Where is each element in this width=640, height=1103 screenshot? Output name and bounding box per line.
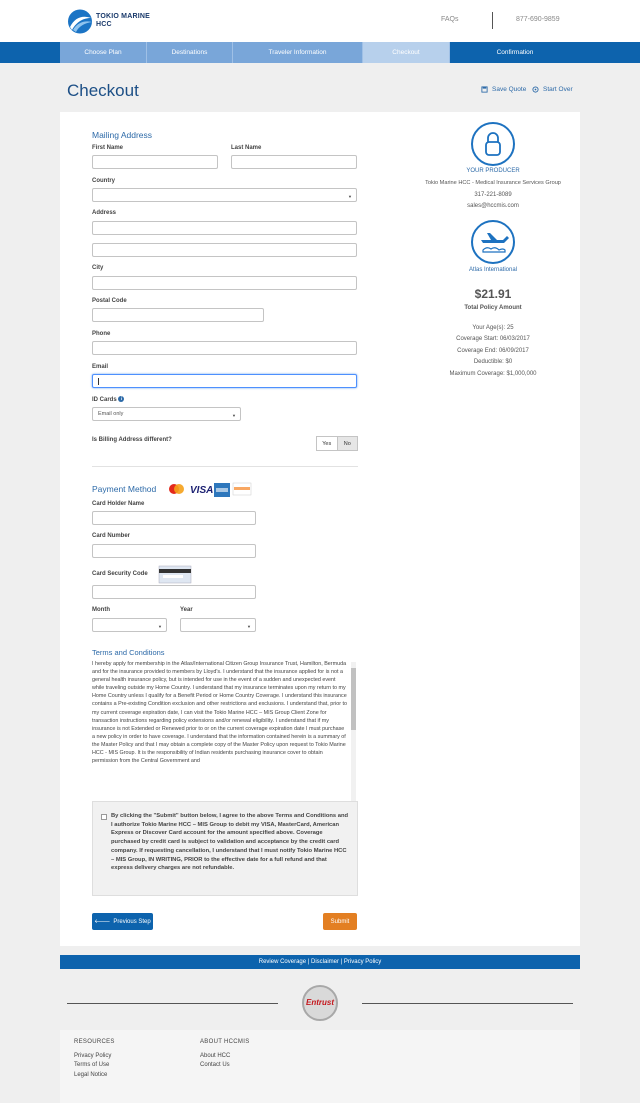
amex-icon [214, 483, 230, 497]
country-label: Country [92, 178, 115, 184]
postal-code-field[interactable] [92, 308, 264, 322]
card-number-label: Card Number [92, 533, 131, 539]
visa-icon [189, 483, 214, 496]
agree-checkbox[interactable] [101, 814, 107, 820]
chevron-down-icon: ▼ [158, 624, 162, 629]
billing-yes-option[interactable]: Yes [322, 440, 332, 447]
phone-label: Phone [92, 331, 111, 337]
arrow-left-icon: 🡐 [94, 919, 111, 925]
your-producer-heading: YOUR PRODUCER [466, 168, 520, 174]
last-name-field[interactable] [231, 155, 357, 169]
step-destinations[interactable]: Destinations [147, 42, 233, 63]
section-divider [92, 466, 358, 467]
seal-text: Entrust [306, 998, 334, 1007]
year-select[interactable] [180, 618, 256, 632]
footer-legal-notice[interactable]: Legal Notice [74, 1072, 108, 1078]
id-cards-label-text: ID Cards [92, 397, 117, 403]
producer-email[interactable]: sales@hccmis.com [467, 203, 519, 209]
total-amount-label: Total Policy Amount [464, 305, 522, 311]
footer-contact-us[interactable]: Contact Us [200, 1062, 230, 1068]
resources-heading: RESOURCES [74, 1039, 115, 1045]
previous-step-label: Previous Step [113, 918, 151, 925]
terms-text: I hereby apply for membership in the Atlas/International Citizen Group Insurance Trust, Hamilton, Bermuda and for the insurance provided to members by Lloyd's. I understand that the insurance applied for is not a general health insurance policy, but is intended for use in the event of a sudden and unexpected event while traveling outside my Home Country. I understand that my insurance terminates upon my return to my Home Country unless I qualify for a Benefit Period or Home Country Coverage. I understand this insurance contains a Pre-existing Condition exclusion and other restrictions and exclusions. I understand that, prior to my current coverage expiration date, I can visit the Tokio Marine HCC – MIS Group Client Zone for transaction instructions regarding policy extensions and/or renewal eligibility. I understand that if my insurance is not Extended or Renewed prior to or on the current coverage expiration date I must purchase a new policy in order to have coverage. I understand that the information contained herein is a summary of the Master Policy and that I may obtain a complete copy of the Master Policy upon request to Tokio Marine HCC - MIS Group. It is the responsibility of Indian residents purchasing insurance cover to obtain permission from the Central Government and [92, 661, 347, 765]
text-cursor [98, 378, 99, 385]
email-label: Email [92, 364, 109, 370]
brand-name [96, 13, 150, 29]
entrust-seal[interactable] [302, 985, 338, 1021]
security-code-field[interactable] [92, 585, 256, 599]
footer-resources [60, 1030, 580, 1103]
save-quote-button[interactable] [481, 86, 526, 93]
header-divider [492, 12, 493, 29]
terms-scrollbar-thumb[interactable] [351, 668, 356, 730]
step-checkout[interactable]: Checkout [363, 42, 450, 63]
address-label: Address [92, 210, 117, 216]
start-over-button[interactable] [532, 86, 573, 93]
month-label: Month [92, 607, 110, 613]
previous-step-button[interactable] [92, 913, 153, 930]
progress-nav [0, 42, 640, 63]
submit-button[interactable]: Submit [323, 913, 357, 930]
footer-line-left [67, 1003, 278, 1004]
card-holder-label: Card Holder Name [92, 501, 145, 507]
year-label: Year [180, 607, 193, 613]
country-select[interactable] [92, 188, 357, 202]
airplane-icon [473, 222, 513, 262]
plan-icon-circle [471, 220, 515, 264]
producer-icon-circle [471, 122, 515, 166]
email-field[interactable] [92, 374, 357, 388]
chevron-down-icon: ▼ [247, 624, 251, 629]
postal-code-label: Postal Code [92, 298, 127, 304]
mailing-address-heading: Mailing Address [92, 130, 153, 140]
billing-toggle[interactable] [316, 436, 358, 451]
last-name-label: Last Name [231, 145, 262, 151]
id-cards-label [92, 396, 124, 403]
footer-terms-of-use[interactable]: Terms of Use [74, 1062, 110, 1068]
footer-links-bar[interactable]: Review Coverage | Disclaimer | Privacy Policy [60, 955, 580, 969]
plan-name: Atlas International [468, 267, 518, 273]
maximum-coverage: Maximum Coverage: $1,000,000 [449, 371, 537, 377]
about-heading: ABOUT HCCMIS [200, 1039, 250, 1045]
address-line1-field[interactable] [92, 221, 357, 235]
restart-icon [532, 86, 539, 93]
brand-line1: TOKIO MARINE [96, 13, 150, 20]
footer-line-right [362, 1003, 573, 1004]
id-cards-value: Email only [98, 411, 124, 417]
your-ages: Your Age(s): 25 [472, 325, 514, 331]
address-line2-field[interactable] [92, 243, 357, 257]
start-over-label: Start Over [543, 86, 573, 93]
agreement-box [92, 801, 358, 896]
step-choose-plan[interactable]: Choose Plan [60, 42, 147, 63]
discover-icon [233, 483, 251, 495]
terms-heading: Terms and Conditions [92, 648, 165, 657]
id-cards-select[interactable] [92, 407, 241, 421]
first-name-field[interactable] [92, 155, 218, 169]
card-number-field[interactable] [92, 544, 256, 558]
month-select[interactable] [92, 618, 167, 632]
billing-different-label: Is Billing Address different? [92, 437, 172, 443]
phone-field[interactable] [92, 341, 357, 355]
security-code-label: Card Security Code [92, 571, 148, 577]
coverage-start: Coverage Start: 06/03/2017 [456, 336, 530, 342]
footer-privacy-policy[interactable]: Privacy Policy [74, 1053, 112, 1059]
total-amount: $21.91 [474, 287, 512, 301]
brand-line2: HCC [96, 21, 112, 28]
save-icon [481, 86, 488, 93]
terms-scroll-box[interactable] [92, 660, 358, 804]
step-confirmation: Confirmation [450, 42, 580, 63]
agreement-text: By clicking the "Submit" button below, I agree to the above Terms and Conditions and I authorize Tokio Marine HCC – MIS Group to debit my VISA, MasterCard, American Express or Discover Card account for the amount specified above. Coverage purchased by credit card is subject to validation and acceptance by the credit card company. If requesting cancellation, I understand that I must notify Tokio Marine HCC – MIS Group, IN WRITING, PRIOR to the effective date for a full refund and that express delivery charges are not refundable. [111, 813, 349, 872]
faqs-link[interactable]: FAQs [441, 16, 459, 23]
header-phone[interactable]: 877-690-9859 [516, 16, 560, 23]
billing-no-option[interactable]: No [337, 437, 358, 450]
city-label: City [92, 265, 104, 271]
save-quote-label: Save Quote [492, 86, 527, 93]
page-title: Checkout [67, 81, 139, 100]
city-field[interactable] [92, 276, 357, 290]
step-traveler-information[interactable]: Traveler Information [233, 42, 363, 63]
payment-method-heading: Payment Method [92, 484, 157, 494]
deductible: Deductible: $0 [473, 359, 513, 365]
checkout-card [60, 112, 580, 946]
security-code-card-icon [159, 566, 191, 583]
lock-icon [473, 124, 513, 164]
first-name-label: First Name [92, 145, 124, 151]
info-icon[interactable]: i [118, 396, 124, 402]
card-holder-field[interactable] [92, 511, 256, 525]
card-brands [167, 483, 251, 497]
chevron-down-icon: ▼ [232, 413, 236, 418]
svg-text:VISA: VISA [190, 485, 214, 496]
producer-company: Tokio Marine HCC - Medical Insurance Services Group [425, 180, 561, 186]
coverage-end: Coverage End: 06/09/2017 [457, 348, 529, 354]
tokio-marine-logo[interactable] [67, 9, 93, 34]
chevron-down-icon: ▼ [348, 194, 352, 199]
producer-phone[interactable]: 317-221-8089 [474, 192, 512, 198]
mastercard-icon [167, 483, 186, 495]
footer-about-hcc[interactable]: About HCC [200, 1053, 231, 1059]
